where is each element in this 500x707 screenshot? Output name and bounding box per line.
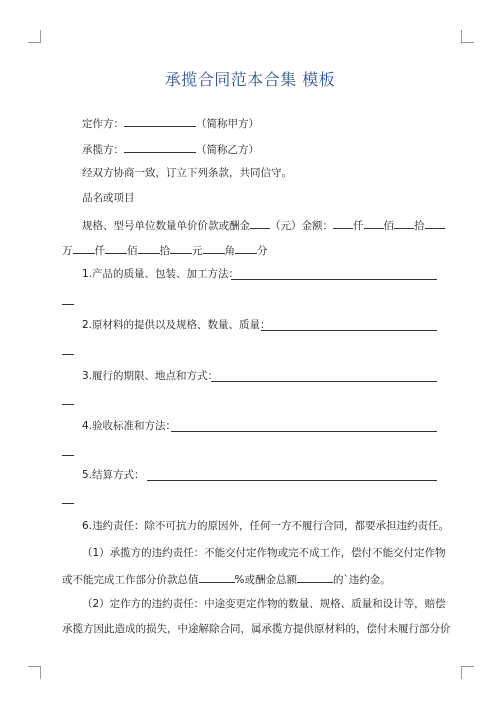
party-b-blank (124, 141, 196, 153)
crop-mark-bottom-left (28, 666, 41, 679)
clause-2-blank (261, 330, 437, 331)
crop-mark-top-right (461, 30, 474, 43)
spec-line (82, 217, 445, 233)
spec-bai: 佰 (383, 220, 394, 232)
amount-jiao: 角 (224, 245, 235, 257)
amount-yuan: 元 (192, 245, 203, 257)
document-title: 承揽合同范本合集 模板 (164, 70, 336, 89)
clause-6-1-pre: 或不能完成工作部分价款总值 (62, 574, 199, 586)
clause-6-1-line-b (62, 571, 391, 587)
party-a-line (82, 115, 259, 131)
clause-4-blank (171, 431, 437, 432)
clause-5: 5.结算方式： (82, 469, 145, 481)
amount-bai: 佰 (127, 245, 138, 257)
amount-wan: 万 (62, 245, 73, 257)
spec-unit: （元）金额： (270, 220, 333, 232)
clause-5-blank (147, 480, 437, 481)
spec-qian: 仟 (353, 220, 364, 232)
agreement-text: 经双方协商一致，订立下列条款，共同信守。 (82, 167, 292, 179)
clause-1-stub (62, 304, 74, 305)
clause-3-stub (62, 404, 74, 405)
party-b-note: （简称乙方） (196, 144, 259, 156)
clause-3: 3.履行的期限、地点和方式： (82, 370, 219, 382)
clause-6: 6.违约责任：除不可抗力的原因外，任何一方不履行合同，都要承担违约责任。 (82, 520, 450, 532)
clause-6-2-line-a: （2）定作方的违约责任：中途变更定作物的数量、规格、质量和设计等，赔偿 (82, 598, 446, 610)
clause-2: 2.原材料的提供以及规格、数量、质量： (82, 319, 271, 331)
clause-4: 4.验收标准和方法： (82, 420, 177, 432)
party-a-note: （简称甲方） (196, 118, 259, 130)
party-a-label: 定作方： (82, 118, 124, 130)
party-b-label: 承揽方： (82, 144, 124, 156)
spec-shi: 拾 (414, 220, 425, 232)
item-heading: 品名或项目 (82, 192, 135, 204)
clause-4-stub (62, 455, 74, 456)
amount-qian: 仟 (94, 245, 105, 257)
clause-1-blank (231, 279, 437, 280)
clause-6-1-line-a: （1）承揽方的违约责任：不能交付定作物或完不成工作，偿付不能交付定作物 (82, 547, 446, 559)
crop-mark-top-left (28, 30, 41, 43)
clause-3-blank (211, 381, 437, 382)
party-b-line (82, 141, 259, 157)
clause-5-stub (62, 503, 74, 504)
amount-fen: 分 (257, 245, 268, 257)
clause-6-2-line-b: 承揽方因此造成的损失，中途解除合同，属承揽方提供原材料的，偿付未履行部分价 (62, 623, 451, 635)
amount-line (62, 242, 268, 258)
clause-6-1-post: 的`违约金。 (332, 574, 391, 586)
amount-shi: 拾 (159, 245, 170, 257)
crop-mark-bottom-right (461, 666, 474, 679)
clause-6-1-mid: %或酬金总额 (234, 574, 297, 586)
spec-prefix: 规格、型号单位数量单价价款或酬金 (82, 220, 250, 232)
party-a-blank (124, 115, 196, 127)
clause-1: 1.产品的质量、包装、加工方法： (82, 268, 240, 280)
clause-2-stub (62, 354, 74, 355)
